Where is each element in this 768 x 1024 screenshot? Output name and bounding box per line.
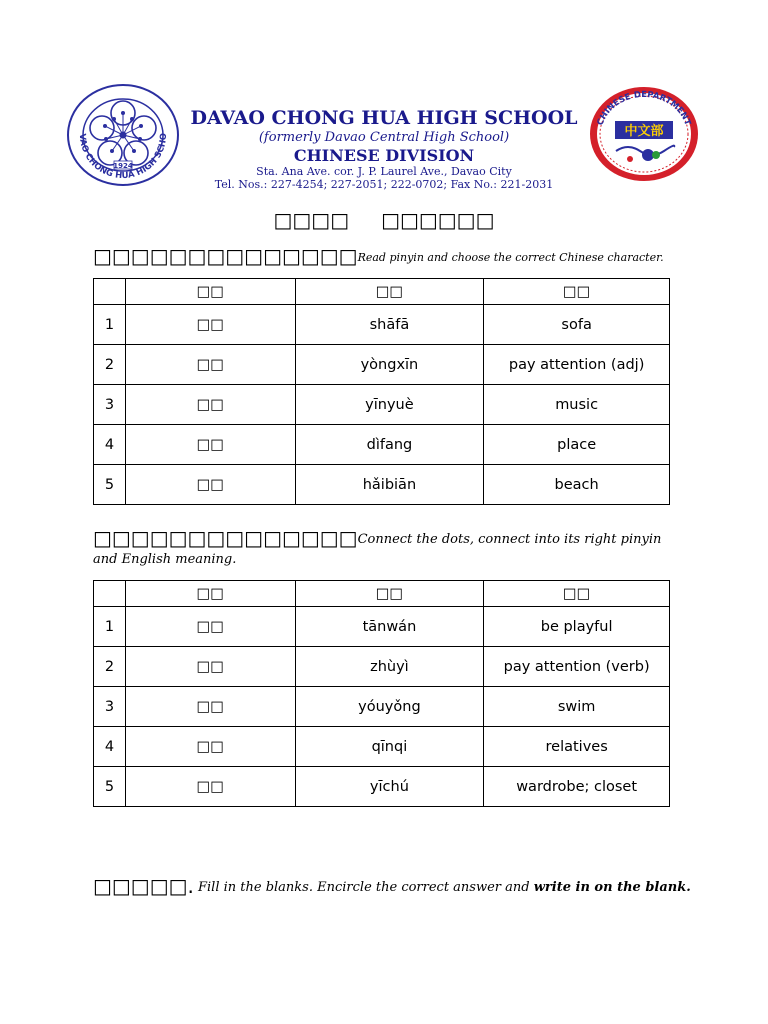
hanzi-cell: □□ — [125, 687, 295, 727]
pinyin-cell: yīchú — [295, 767, 484, 807]
section2-instruction-cn: □□□□□□□□□□□□□□ — [93, 526, 358, 550]
hanzi-cell: □□ — [125, 425, 295, 465]
hanzi-cell: □□ — [125, 465, 295, 505]
row-number: 1 — [94, 305, 126, 345]
pinyin-cell: dìfang — [295, 425, 484, 465]
header-cell: □□ — [295, 279, 484, 305]
logo-right-ring-text: CHINESE DEPARTMENT — [595, 90, 693, 127]
header-cell: □□ — [295, 581, 484, 607]
english-cell: beach — [484, 465, 670, 505]
hanzi-cell: □□ — [125, 767, 295, 807]
school-former-name: (formerly Davao Central High School) — [258, 130, 510, 145]
page-title — [190, 208, 578, 232]
title-right: □□□□□□ — [381, 208, 495, 232]
table-row — [94, 647, 670, 687]
school-chinese-name — [190, 86, 578, 109]
english-cell: pay attention (adj) — [484, 345, 670, 385]
vocabulary-table-2 — [93, 580, 670, 807]
header-cell: □□ — [484, 279, 670, 305]
section3-instruction-en-bold: write in on the blank. — [533, 880, 691, 895]
row-number: 4 — [94, 727, 126, 767]
table-header-row — [94, 279, 670, 305]
section3-instruction-en: Fill in the blanks. Encircle the correct answer and — [197, 880, 530, 895]
pinyin-cell: yóuyǒng — [295, 687, 484, 727]
pinyin-cell: hǎibiān — [295, 465, 484, 505]
row-number: 2 — [94, 647, 126, 687]
row-number: 5 — [94, 767, 126, 807]
row-number: 3 — [94, 687, 126, 727]
header-cell: □□ — [484, 581, 670, 607]
english-cell: relatives — [484, 727, 670, 767]
table-row — [94, 385, 670, 425]
row-number: 4 — [94, 425, 126, 465]
school-name: DAVAO CHONG HUA HIGH SCHOOL — [190, 107, 578, 129]
table-row — [94, 345, 670, 385]
header-cell — [94, 279, 126, 305]
section3-instruction-cn: □□□□□. — [93, 874, 194, 898]
table-header-row — [94, 581, 670, 607]
english-cell: swim — [484, 687, 670, 727]
title-left: □□□□ — [273, 208, 350, 232]
pinyin-cell: yòngxīn — [295, 345, 484, 385]
pinyin-cell: yīnyuè — [295, 385, 484, 425]
table-row — [94, 465, 670, 505]
english-cell: wardrobe; closet — [484, 767, 670, 807]
header-cell: □□ — [125, 581, 295, 607]
chinese-department-logo — [588, 85, 700, 183]
hanzi-cell: □□ — [125, 345, 295, 385]
english-cell: be playful — [484, 607, 670, 647]
section2-instruction — [93, 528, 673, 570]
section1-instruction-en: Read pinyin and choose the correct Chinese character. — [357, 251, 664, 264]
hanzi-cell: □□ — [125, 305, 295, 345]
pinyin-cell: tānwán — [295, 607, 484, 647]
school-contact: Tel. Nos.: 227-4254; 227-2051; 222-0702; Fax No.: 221-2031 — [214, 178, 554, 191]
table-row — [94, 305, 670, 345]
section3-instruction — [93, 874, 693, 898]
hanzi-cell: □□ — [125, 727, 295, 767]
table-row — [94, 687, 670, 727]
school-logo — [66, 83, 180, 187]
hanzi-cell: □□ — [125, 647, 295, 687]
english-cell: place — [484, 425, 670, 465]
logo-ring-text: VAO CHONG HUA HIGH SCHO — [76, 132, 170, 182]
row-number: 1 — [94, 607, 126, 647]
pinyin-cell: shāfā — [295, 305, 484, 345]
english-cell: sofa — [484, 305, 670, 345]
english-cell: music — [484, 385, 670, 425]
school-address: Sta. Ana Ave. cor. J. P. Laurel Ave., Davao City — [256, 165, 512, 178]
logo-center-text: 中文部 — [624, 124, 664, 139]
row-number: 5 — [94, 465, 126, 505]
logo-year: 1924 — [113, 162, 133, 170]
table-row — [94, 425, 670, 465]
english-cell: pay attention (verb) — [484, 647, 670, 687]
hanzi-cell: □□ — [125, 607, 295, 647]
header-cell: □□ — [125, 279, 295, 305]
pinyin-cell: zhùyì — [295, 647, 484, 687]
row-number: 3 — [94, 385, 126, 425]
vocabulary-table-1 — [93, 278, 670, 505]
section1-instruction — [93, 244, 693, 268]
hanzi-cell: □□ — [125, 385, 295, 425]
table-row — [94, 607, 670, 647]
section2-instruction-en: Connect the dots, connect into its right pinyin and English meaning. — [93, 532, 662, 567]
header-cell — [94, 581, 126, 607]
division-name: CHINESE DIVISION — [293, 146, 475, 165]
table-row — [94, 727, 670, 767]
row-number: 2 — [94, 345, 126, 385]
pinyin-cell: qīnqi — [295, 727, 484, 767]
section1-instruction-cn: □□□□□□□□□□□□□□ — [93, 244, 358, 268]
table-row — [94, 767, 670, 807]
